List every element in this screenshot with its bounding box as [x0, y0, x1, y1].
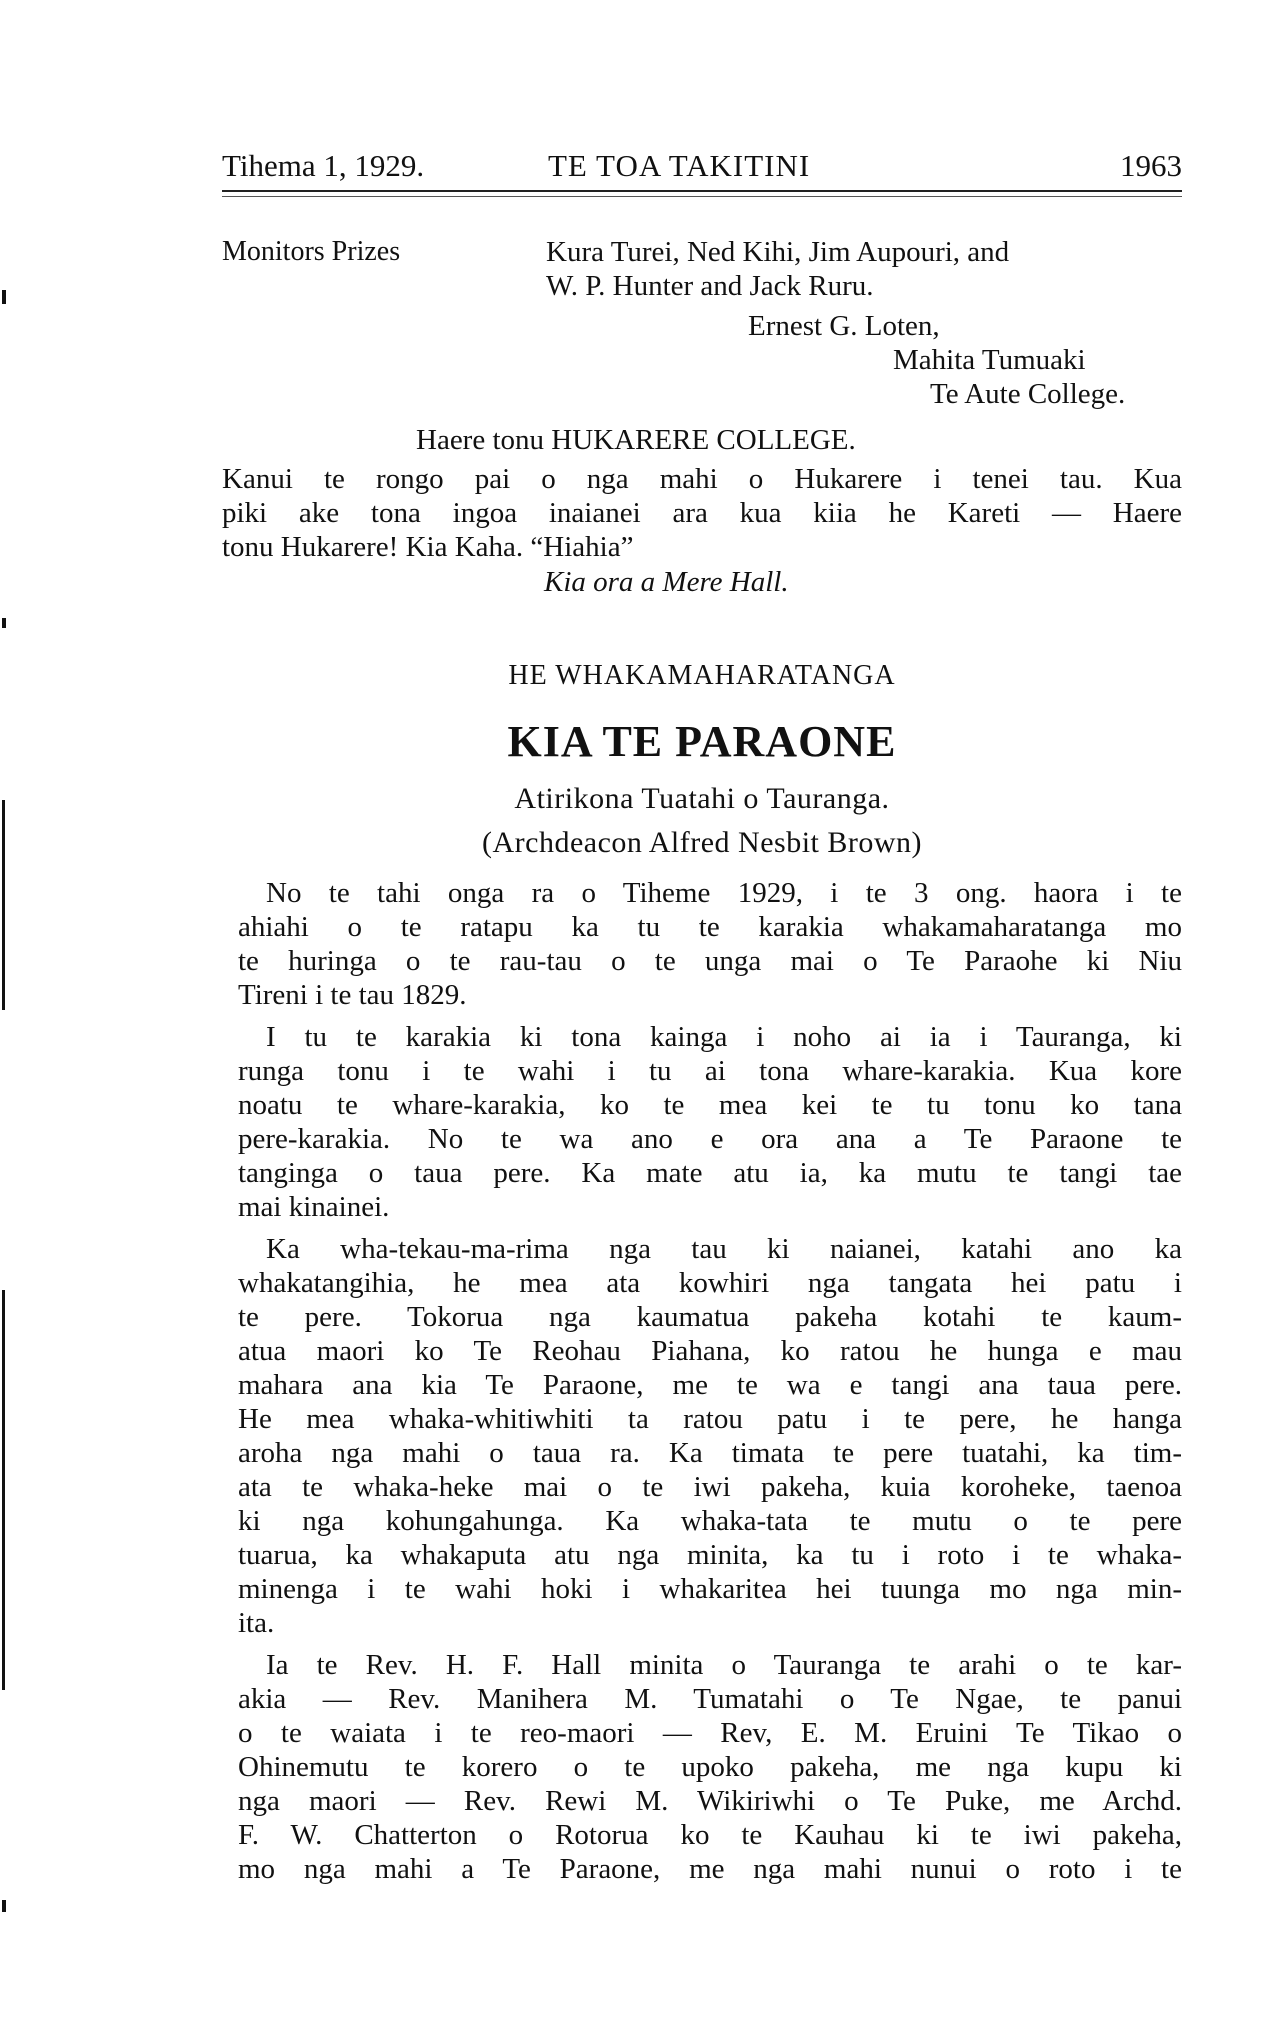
header-rule-thin [222, 196, 1182, 197]
body-line: Ka wha-tekau-ma-rima nga tau ki naianei, katahi ano ka [266, 1233, 1182, 1265]
monitors-line: W. P. Hunter and Jack Ruru. [546, 270, 874, 302]
body-line: aroha nga mahi o taua ra. Ka timata te pere tuatahi, ka tim- [238, 1437, 1182, 1469]
page-number: 1963 [1120, 148, 1182, 183]
body-line: nga maori — Rev. Rewi M. Wikiriwhi o Te Puke, me Archd. [238, 1785, 1182, 1817]
body-line: o te waiata i te reo-maori — Rev, E. M. Eruini Te Tikao o [238, 1717, 1182, 1749]
hukarere-line: piki ake tona ingoa inaianei ara kua kiia he Kareti — Haere [222, 497, 1182, 529]
body-line: noatu te whare-karakia, ko te mea kei te tu tonu ko tana [238, 1089, 1182, 1121]
body-line: Tireni i te tau 1829. [238, 979, 467, 1011]
body-line: pere-karakia. No te wa ano e ora ana a Te Paraone te [238, 1123, 1182, 1155]
body-line: ki nga kohungahunga. Ka whaka-tata te mutu o te pere [238, 1505, 1182, 1537]
binding-mark [2, 618, 6, 628]
hukarere-signoff: Kia ora a Mere Hall. [544, 566, 789, 598]
body-line: runga tonu i te wahi i tu ai tona whare-karakia. Kua kore [238, 1055, 1182, 1087]
body-line: mo nga mahi a Te Paraone, me nga mahi nunui o roto i te [238, 1853, 1182, 1885]
body-line: tanginga o taua pere. Ka mate atu ia, ka mutu te tangi tae [238, 1157, 1182, 1189]
signature-school: Te Aute College. [930, 378, 1126, 410]
body-line: ita. [238, 1607, 275, 1639]
body-line: No te tahi onga ra o Tiheme 1929, i te 3 ong. haora i te [266, 877, 1182, 909]
body-line: Ohinemutu te korero o te upoko pakeha, me nga kupu ki [238, 1751, 1182, 1783]
binding-mark [2, 1290, 5, 1690]
body-line: tuarua, ka whakaputa atu nga minita, ka tu i roto i te whaka- [238, 1539, 1182, 1571]
body-line: mahara ana kia Te Paraone, me te wa e tangi ana taua pere. [238, 1369, 1182, 1401]
monitors-label: Monitors Prizes [222, 236, 401, 267]
hukarere-line: Kanui te rongo pai o nga mahi o Hukarere i tenei tau. Kua [222, 463, 1182, 495]
body-line: ata te whaka-heke mai o te iwi pakeha, kuia koroheke, taenoa [238, 1471, 1182, 1503]
running-head [222, 148, 1182, 188]
body-line: ahiahi o te ratapu ka tu te karakia whakamaharatanga mo [238, 911, 1182, 943]
body-line: te huringa o te rau-tau o te unga mai o Te Paraohe ki Niu [238, 945, 1182, 977]
publication-title: TE TOA TAKITINI [548, 148, 811, 183]
body-line: He mea whaka-whitiwhiti ta ratou patu i te pere, he hanga [238, 1403, 1182, 1435]
issue-date: Tihema 1, 1929. [222, 148, 425, 183]
signature-title: Mahita Tumuaki [893, 344, 1086, 376]
hukarere-line: tonu Hukarere! Kia Kaha. “Hiahia” [222, 531, 634, 563]
body-line: I tu te karakia ki tona kainga i noho ai ia i Tauranga, ki [266, 1021, 1182, 1053]
binding-mark [2, 1900, 6, 1912]
binding-mark [2, 800, 5, 1010]
body-line: F. W. Chatterton o Rotorua ko te Kauhau ki te iwi pakeha, [238, 1819, 1182, 1851]
body-line: whakatangihia, he mea ata kowhiri nga tangata hei patu i [238, 1267, 1182, 1299]
article-subtitle: (Archdeacon Alfred Nesbit Brown) [481, 826, 923, 859]
hukarere-heading: Haere tonu HUKARERE COLLEGE. [416, 424, 856, 456]
article-kicker: HE WHAKAMAHARATANGA [508, 660, 896, 691]
body-line: te pere. Tokorua nga kaumatua pakeha kotahi te kaum- [238, 1301, 1182, 1333]
body-line: Ia te Rev. H. F. Hall minita o Tauranga te arahi o te kar- [266, 1649, 1182, 1681]
binding-mark [2, 290, 6, 304]
body-line: atua maori ko Te Reohau Piahana, ko ratou he hunga e mau [238, 1335, 1182, 1367]
body-line: minenga i te wahi hoki i whakaritea hei tuunga mo nga min- [238, 1573, 1182, 1605]
article-subtitle: Atirikona Tuatahi o Tauranga. [514, 782, 890, 815]
signature-name: Ernest G. Loten, [748, 310, 940, 342]
monitors-line: Kura Turei, Ned Kihi, Jim Aupouri, and [546, 236, 1010, 268]
body-line: mai kinainei. [238, 1191, 390, 1223]
header-rule [222, 190, 1182, 192]
article-title: KIA TE PARAONE [507, 717, 897, 766]
body-line: akia — Rev. Manihera M. Tumatahi o Te Ngae, te panui [238, 1683, 1182, 1715]
